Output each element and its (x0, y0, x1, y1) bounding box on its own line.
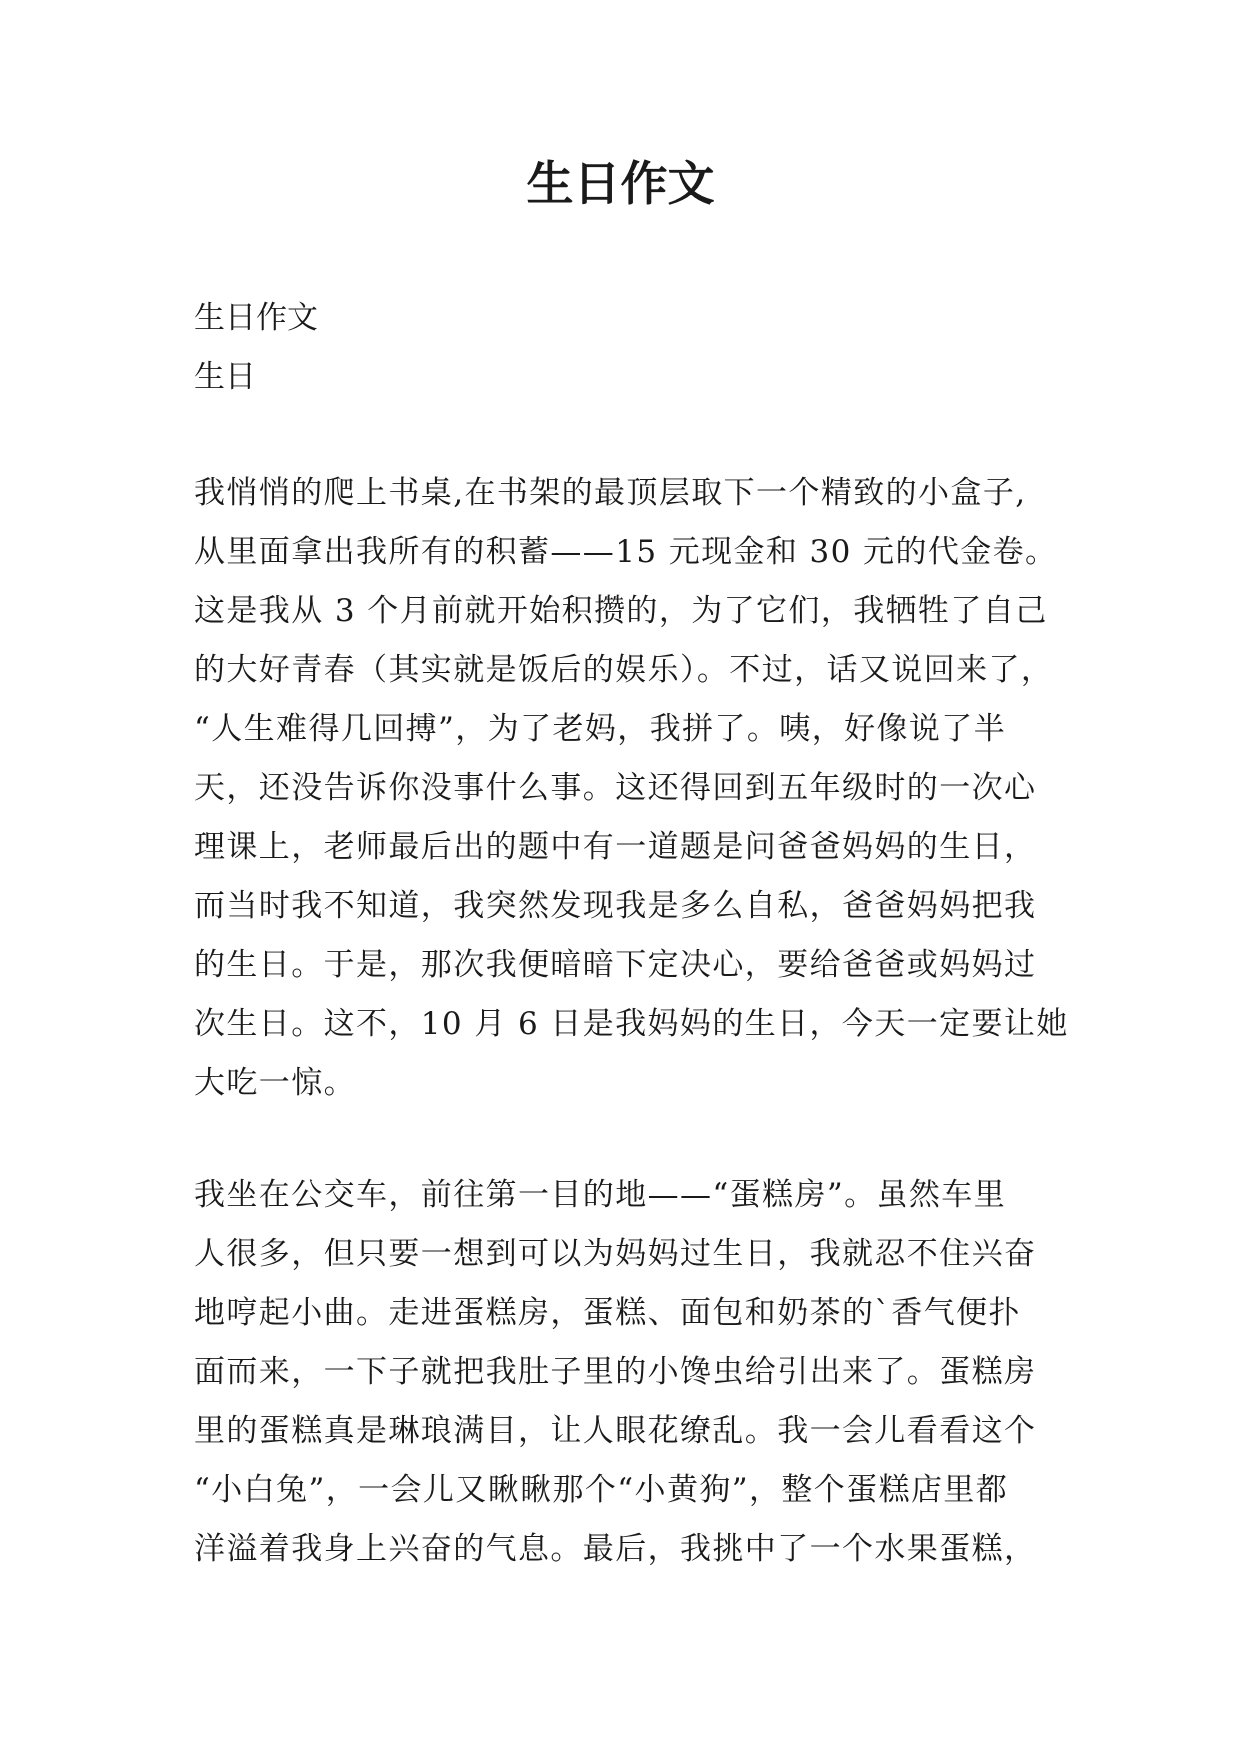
paragraph-line: 我悄悄的爬上书桌,在书架的最顶层取下一个精致的小盒子, (194, 475, 1027, 511)
paragraph-line: 洋溢着我身上兴奋的气息。最后，我挑中了一个水果蛋糕， (194, 1531, 1037, 1567)
paragraph-line: 次生日。这不，10 月 6 日是我妈妈的生日，今天一定要让她 (194, 1006, 1069, 1042)
subtitle-line: 生日 (194, 359, 256, 395)
paragraph-line: 地哼起小曲。走进蛋糕房，蛋糕、面包和奶茶的`香气便扑 (194, 1295, 1021, 1331)
paragraph (194, 464, 1069, 1113)
paragraph-line: 面而来，一下子就把我肚子里的小馋虫给引出来了。蛋糕房 (194, 1354, 1037, 1390)
subtitle-line: 生日作文 (194, 300, 318, 336)
paragraph-line: 从里面拿出我所有的积蓄——15 元现金和 30 元的代金卷。 (194, 534, 1058, 570)
paragraph-line: 大吃一惊。 (194, 1065, 356, 1101)
paragraph-line: 理课上，老师最后出的题中有一道题是问爸爸妈妈的生日， (194, 829, 1037, 865)
paragraph-line: “人生难得几回搏”，为了老妈，我拼了。咦，好像说了半 (194, 711, 1007, 747)
document-title: 生日作文 (526, 157, 715, 212)
paragraph-line: 人很多，但只要一想到可以为妈妈过生日，我就忍不住兴奋 (194, 1236, 1037, 1272)
paragraph-line: 里的蛋糕真是琳琅满目，让人眼花缭乱。我一会儿看看这个 (194, 1413, 1037, 1449)
paragraph-line: 的生日。于是，那次我便暗暗下定决心，要给爸爸或妈妈过 (194, 947, 1037, 983)
paragraph-line: 天，还没告诉你没事什么事。这还得回到五年级时的一次心 (194, 770, 1037, 806)
paragraph-line: 我坐在公交车，前往第一目的地——“蛋糕房”。虽然车里 (194, 1177, 1007, 1213)
paragraph (194, 1166, 1036, 1579)
paragraph-line: 这是我从 3 个月前就开始积攒的，为了它们，我牺牲了自己 (194, 593, 1048, 629)
paragraph-line: “小白兔”，一会儿又瞅瞅那个“小黄狗”，整个蛋糕店里都 (194, 1472, 1009, 1508)
paragraph-line: 而当时我不知道，我突然发现我是多么自私，爸爸妈妈把我 (194, 888, 1037, 924)
paragraph-line: 的大好青春（其实就是饭后的娱乐）。不过，话又说回来了， (194, 652, 1054, 688)
